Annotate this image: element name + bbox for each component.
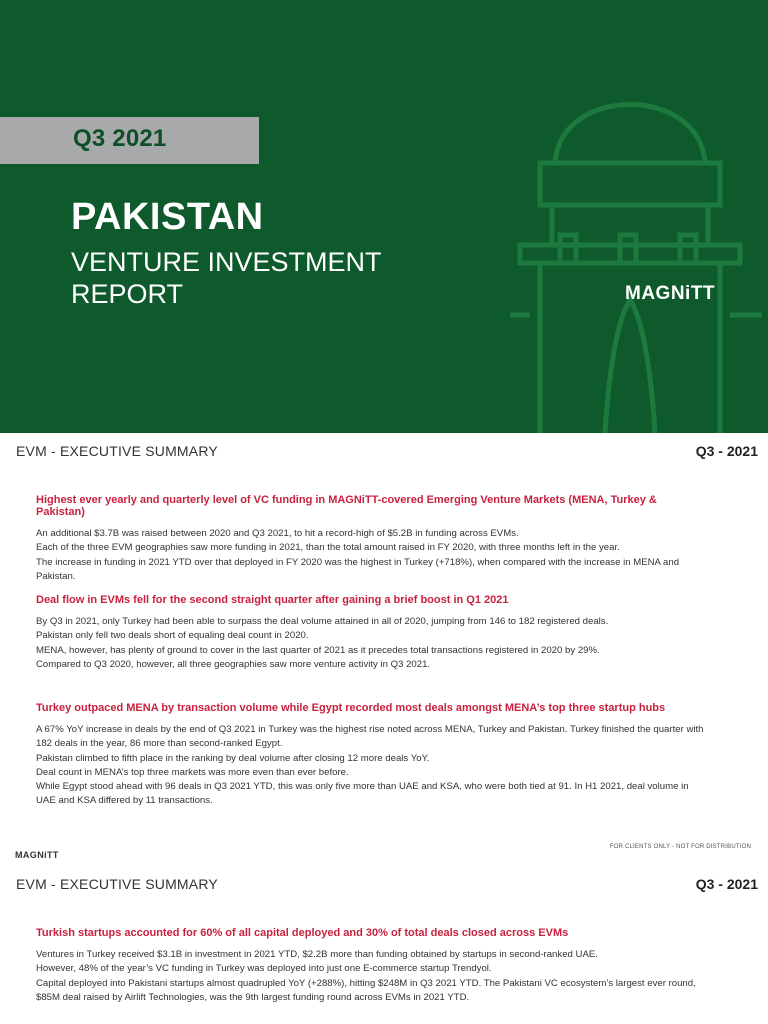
- landmark-outline-icon: [500, 95, 768, 433]
- section-title: EVM - EXECUTIVE SUMMARY: [16, 443, 218, 459]
- cover-subtitle: VENTURE INVESTMENT REPORT: [71, 247, 382, 309]
- block-headline: Highest ever yearly and quarterly level of VC funding in MAGNiTT-covered Emerging Venture Markets (MENA, Turkey & Pakistan): [36, 494, 657, 518]
- summary-block: [36, 594, 706, 672]
- block-line: Ventures in Turkey received $3.1B in investment in 2021 YTD, $2.2B more than funding obtained by startups in second-ranked UAE.: [36, 949, 598, 960]
- summary-block: [36, 494, 706, 584]
- magnitt-logo: MAGNiTT: [625, 283, 716, 304]
- block-line: Each of the three EVM geographies saw more funding in 2021, than the total amount raised in FY 2020, with three months left in the year.: [36, 542, 620, 554]
- block-headline: Turkey outpaced MENA by transaction volume while Egypt recorded most deals amongst MENA’s top three startup hubs: [36, 702, 666, 714]
- section-title: EVM - EXECUTIVE SUMMARY: [16, 876, 218, 892]
- block-line: A 67% YoY increase in deals by the end of Q3 2021 in Turkey was the highest rise noted across MENA, Turkey and Pakistan. Turkey finished the quarter with 182 deals in the year, 86 more than second-ranked Egypt.: [36, 724, 704, 750]
- cover-quarter-label: Q3 2021: [73, 125, 167, 152]
- block-line: Compared to Q3 2020, however, all three geographies saw more venture activity in Q3 2021.: [36, 658, 431, 670]
- block-line: Pakistan climbed to fifth place in the ranking by deal volume after closing 12 more deals YoY.: [36, 752, 430, 764]
- section-quarter: Q3 - 2021: [695, 876, 758, 892]
- block-line: However, 48% of the year’s VC funding in Turkey was deployed into just one E-commerce startup Trendyol.: [36, 963, 492, 975]
- block-headline: Deal flow in EVMs fell for the second straight quarter after gaining a brief boost in Q1 2021: [36, 594, 509, 606]
- block-line: MENA, however, has plenty of ground to cover in the last quarter of 2021 as it precedes total transactions registered in 2020 by 29%.: [36, 644, 600, 656]
- summary-block: [36, 927, 706, 1005]
- block-line: Deal count in MENA’s top three markets was more even than ever before.: [36, 766, 349, 778]
- block-line: While Egypt stood ahead with 96 deals in Q3 2021 YTD, this was only five more than UAE and KSA, who were both tied at 91. In H1 2021, deal volume in UAE and KSA differed by 11 transactions.: [36, 781, 689, 807]
- report-cover: [0, 0, 768, 433]
- footer-logo: MAGNiTT: [15, 850, 59, 860]
- block-headline: Turkish startups accounted for 60% of all capital deployed and 30% of total deals closed across EVMs: [36, 927, 569, 939]
- section-quarter: Q3 - 2021: [695, 443, 758, 459]
- block-line: Capital deployed into Pakistani startups almost quadrupled YoY (+288%), hitting $248M in Q3 2021 YTD. The Pakistani VC ecosystem’s largest ever round, $85M deal raised by Airlift Technologies, was the 9th largest funding round across EVMs in 2021 YTD.: [36, 977, 696, 1003]
- block-line: By Q3 in 2021, only Turkey had been able to surpass the deal volume attained in all of 2020, jumping from 146 to 182 registered deals.: [36, 616, 609, 627]
- block-line: Pakistan only fell two deals short of equaling deal count in 2020.: [36, 630, 309, 642]
- cover-title: PAKISTAN: [71, 196, 264, 238]
- summary-block: [36, 702, 706, 809]
- block-line: An additional $3.7B was raised between 2020 and Q3 2021, to hit a record-high of $5.2B in funding across EVMs.: [36, 528, 519, 539]
- block-line: The increase in funding in 2021 YTD over that deployed in FY 2020 was the highest in Turkey (+718%), when compared with the increase in MENA and Pakistan.: [36, 556, 680, 582]
- distribution-note: FOR CLIENTS ONLY - NOT FOR DISTRIBUTION: [609, 844, 751, 850]
